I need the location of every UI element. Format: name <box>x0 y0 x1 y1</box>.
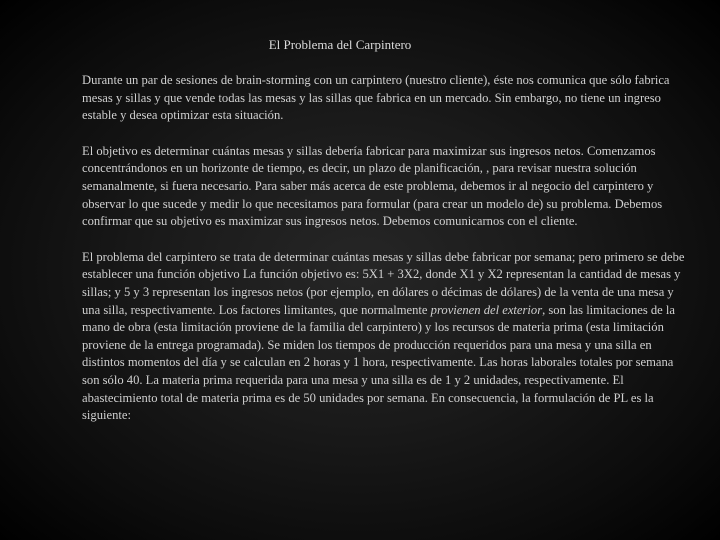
paragraph-problem <box>82 249 686 425</box>
paragraph-problem-part1: El problema del carpintero se trata de determinar cuántas mesas y sillas debe fabricar por semana; pero primero se debe establecer una función objetivo La función objetivo es: 5X1 + 3X2, donde X1 y X2 representan la cantidad de mesas y sillas; y 5 y 3 representan los ingresos netos (por ejemplo, en dólares o décimas de dólares) de la venta de una mesa y una silla, respectivamente. Los factores limitantes, que normalmente <box>82 249 685 317</box>
paragraph-objective: El objetivo es determinar cuántas mesas y sillas debería fabricar para maximizar sus ingresos netos. Comenzamos concentrándonos en un horizonte de tiempo, es decir, un plazo de planificación, , para revisar nuestra solución semanalmente, si fuera necesario. Para saber más acerca de este problema, debemos ir al negocio del carpintero y observar lo que sucede y medir lo que necesitamos para formular (para crear un modelo de) su problema. Debemos confirmar que su objetivo es maximizar sus ingresos netos. Debemos comunicarnos con el cliente. <box>82 143 663 229</box>
slide-title: El Problema del Carpintero <box>268 37 412 52</box>
paragraph-problem-part2: , son las limitaciones de la mano de obra (esta limitación proviene de la familia del carpintero) y los recursos de materia prima (esta limitación proviene de la entrega programada). Se miden los tiempos de producción requeridos para una mesa y una silla en distintos momentos del día y se calculan en 2 horas y 1 hora, respectivamente. Las horas laborales totales por semana son sólo 40. La materia prima requerida para una mesa y una silla es de 1 y 2 unidades, respectivamente. El abastecimiento total de materia prima es de 50 unidades por semana. En consecuencia, la formulación de PL es la siguiente: <box>82 302 676 423</box>
paragraph-problem-emphasis: provienen del exterior <box>430 302 543 317</box>
slide-body <box>82 72 686 443</box>
paragraph-intro: Durante un par de sesiones de brain-storming con un carpintero (nuestro cliente), éste nos comunica que sólo fabrica mesas y sillas y que vende todas las mesas y las sillas que fabrica en un mercado. Sin embargo, no tiene un ingreso estable y desea optimizar esta situación. <box>82 73 670 123</box>
